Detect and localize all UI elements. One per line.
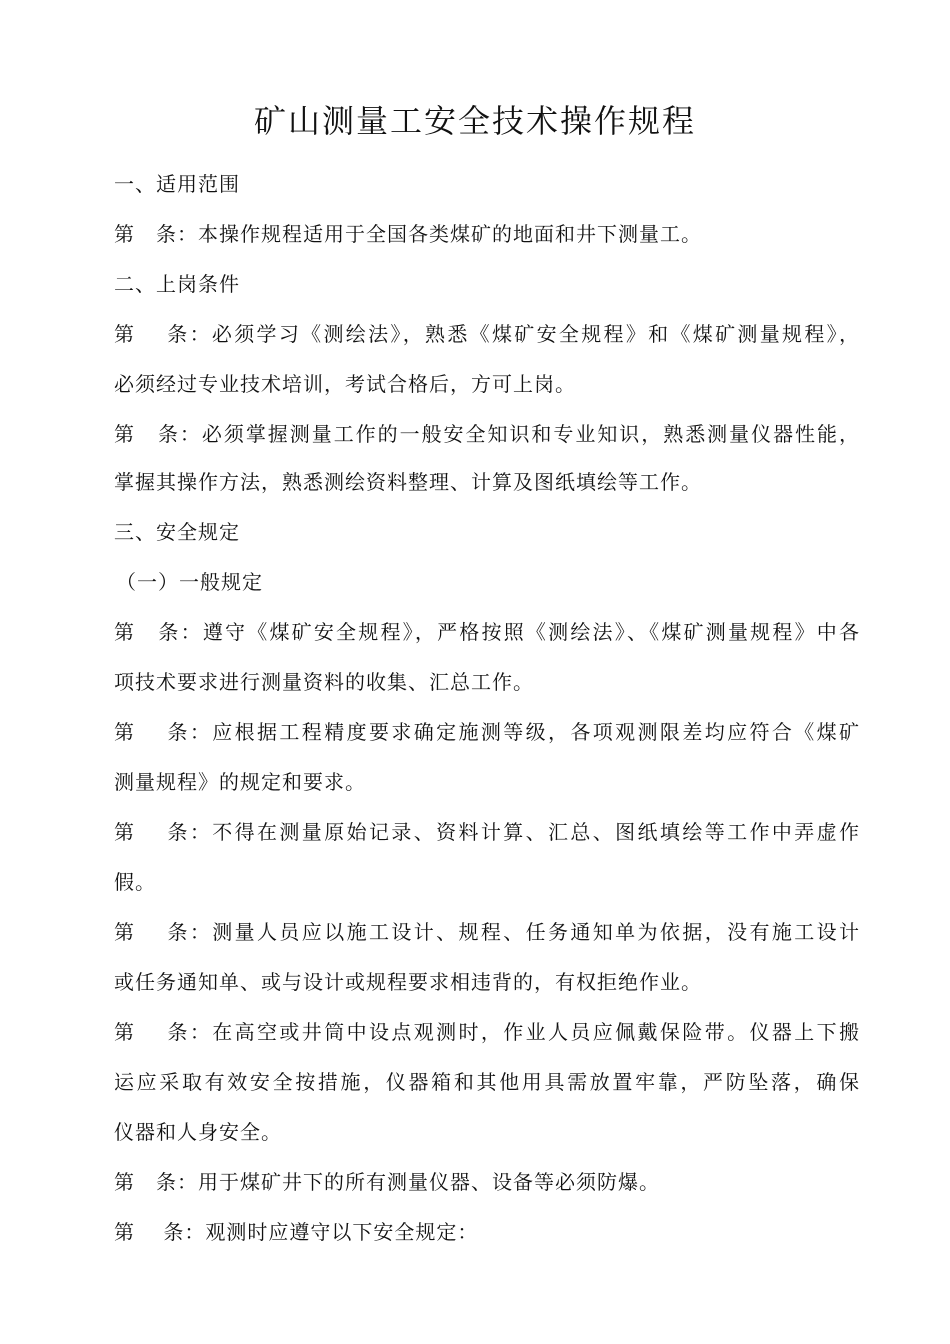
document-title: 矿山测量工安全技术操作规程 xyxy=(253,102,696,140)
article-line: 第 条：用于煤矿井下的所有测量仪器、设备等必须防爆。 xyxy=(114,1170,660,1194)
article-line: 项技术要求进行测量资料的收集、汇总工作。 xyxy=(114,670,534,694)
article-line: 第 条：必须掌握测量工作的一般安全知识和专业知识，熟悉测量仪器性能， xyxy=(114,422,860,446)
section-heading-scope: 一、适用范围 xyxy=(114,172,240,196)
article-line: 测量规程》的规定和要求。 xyxy=(114,770,366,794)
article-line: 第 条：观测时应遵守以下安全规定： xyxy=(114,1220,479,1244)
article-line: 或任务通知单、或与设计或规程要求相违背的，有权拒绝作业。 xyxy=(114,970,702,994)
article-line: 必须经过专业技术培训，考试合格后，方可上岗。 xyxy=(114,372,576,396)
section-heading-qualification: 二、上岗条件 xyxy=(114,272,240,296)
article-line: 仪器和人身安全。 xyxy=(114,1120,282,1144)
article-line: 第 条：在高空或井筒中设点观测时，作业人员应佩戴保险带。仪器上下搬 xyxy=(114,1020,860,1044)
section-heading-safety: 三、安全规定 xyxy=(114,520,240,544)
article-line: 第 条：本操作规程适用于全国各类煤矿的地面和井下测量工。 xyxy=(114,222,702,246)
article-line: 掌握其操作方法，熟悉测绘资料整理、计算及图纸填绘等工作。 xyxy=(114,470,702,494)
article-line: 第 条：测量人员应以施工设计、规程、任务通知单为依据，没有施工设计 xyxy=(114,920,860,944)
article-line: 第 条：遵守《煤矿安全规程》，严格按照《测绘法》、《煤矿测量规程》中各 xyxy=(114,620,860,644)
article-line: 第 条：应根据工程精度要求确定施测等级，各项观测限差均应符合《煤矿 xyxy=(114,720,860,744)
subsection-heading-general: （一）一般规定 xyxy=(116,570,263,594)
article-line: 假。 xyxy=(114,870,156,894)
article-line: 第 条：必须学习《测绘法》，熟悉《煤矿安全规程》和《煤矿测量规程》， xyxy=(114,322,860,346)
article-line: 运应采取有效安全按措施，仪器箱和其他用具需放置牢靠，严防坠落，确保 xyxy=(114,1070,860,1094)
article-line: 第 条：不得在测量原始记录、资料计算、汇总、图纸填绘等工作中弄虚作 xyxy=(114,820,860,844)
